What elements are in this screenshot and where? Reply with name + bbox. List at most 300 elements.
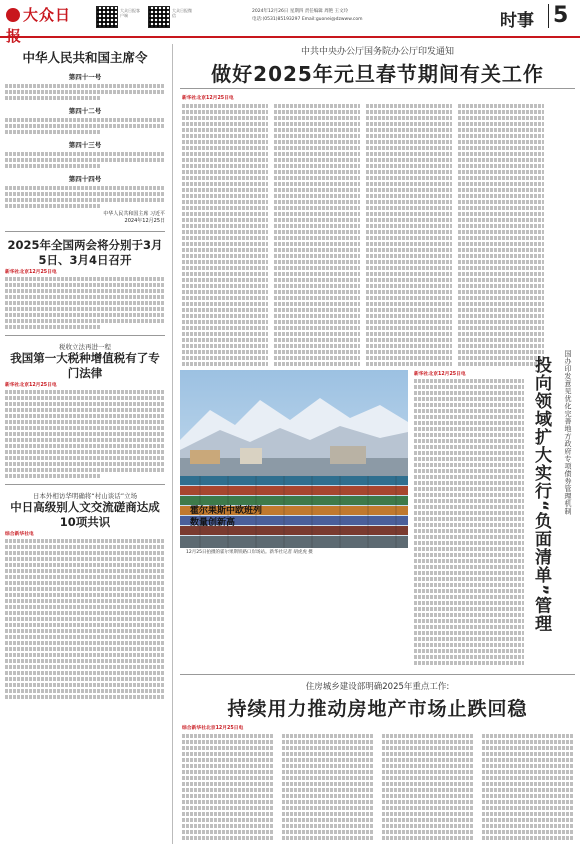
body-text	[5, 325, 101, 329]
body-text	[458, 152, 544, 156]
body-text	[458, 188, 544, 192]
body-text	[182, 770, 274, 774]
body-text	[366, 176, 452, 180]
body-text	[282, 764, 374, 768]
vertical-byline: 新华社北京12月25日电	[414, 372, 466, 377]
bottom-body-col-4	[482, 732, 574, 842]
body-text	[282, 776, 374, 780]
body-text	[274, 236, 360, 240]
order-number: 第四十四号	[68, 175, 102, 183]
body-text	[274, 212, 360, 216]
body-text	[414, 559, 524, 563]
body-text	[414, 499, 524, 503]
body-text	[458, 230, 544, 234]
body-text	[274, 176, 360, 180]
body-text	[414, 409, 524, 413]
body-text	[182, 128, 268, 132]
body-text	[414, 625, 524, 629]
body-text	[182, 230, 268, 234]
body-text	[5, 158, 165, 162]
body-text	[274, 230, 360, 234]
body-text	[5, 641, 165, 645]
qr-label-right: 大众日报微信	[172, 8, 192, 18]
top-body-col-4	[458, 102, 544, 368]
body-text	[182, 152, 268, 156]
body-text	[482, 746, 574, 750]
body-text	[382, 794, 474, 798]
order-number: 第四十二号	[68, 107, 102, 115]
body-text	[182, 752, 274, 756]
body-text	[5, 192, 165, 196]
body-text	[5, 164, 101, 168]
body-text	[274, 344, 360, 348]
body-text	[274, 218, 360, 222]
body-text	[382, 800, 474, 804]
body-text	[5, 396, 165, 400]
body-text	[5, 695, 165, 699]
body-text	[482, 734, 574, 738]
body-text	[274, 146, 360, 150]
body-text	[274, 104, 360, 108]
body-text	[282, 788, 374, 792]
bottom-kicker: 住房城乡建设部明确2025年重点工作:	[305, 682, 450, 692]
body-text	[182, 788, 274, 792]
body-text	[414, 505, 524, 509]
body-text	[366, 254, 452, 258]
story3-kicker: 日本外相访华明确将“村山谈话”立场	[32, 492, 138, 500]
body-text	[458, 320, 544, 324]
body-text	[5, 683, 165, 687]
body-text	[282, 758, 374, 762]
body-text	[5, 319, 165, 323]
body-text	[458, 272, 544, 276]
body-text	[182, 806, 274, 810]
body-text	[382, 830, 474, 834]
body-text	[482, 776, 574, 780]
body-text	[414, 529, 524, 533]
vertical-story-body	[414, 370, 524, 667]
body-text	[458, 338, 544, 342]
body-text	[414, 607, 524, 611]
body-text	[5, 289, 165, 293]
body-text	[458, 164, 544, 168]
body-text	[366, 188, 452, 192]
body-text	[182, 176, 268, 180]
body-text	[458, 218, 544, 222]
body-text	[282, 830, 374, 834]
body-text	[5, 611, 165, 615]
body-text	[5, 438, 165, 442]
qr-code-icon	[96, 6, 118, 28]
story1-title: 2025年全国两会将分别于3月5日、3月4日召开	[7, 238, 163, 267]
body-text	[5, 198, 165, 202]
vertical-kicker: 国办印发意见优化完善地方政府专项债券管理机制	[564, 350, 572, 515]
body-text	[458, 104, 544, 108]
body-text	[414, 475, 524, 479]
body-text	[274, 338, 360, 342]
body-text	[482, 812, 574, 816]
body-text	[274, 356, 360, 360]
body-text	[414, 427, 524, 431]
body-text	[414, 463, 524, 467]
body-text	[274, 350, 360, 354]
body-text	[274, 314, 360, 318]
body-text	[414, 661, 524, 665]
body-text	[366, 104, 452, 108]
body-text	[182, 200, 268, 204]
body-text	[5, 432, 165, 436]
body-text	[282, 782, 374, 786]
body-text	[182, 206, 268, 210]
section-name: 时事	[500, 11, 534, 31]
body-text	[5, 539, 165, 543]
body-text	[414, 643, 524, 647]
body-text	[182, 836, 274, 840]
body-text	[282, 812, 374, 816]
body-text	[382, 782, 474, 786]
body-text	[414, 535, 524, 539]
body-text	[382, 758, 474, 762]
body-text	[282, 794, 374, 798]
body-text	[458, 110, 544, 114]
body-text	[182, 296, 268, 300]
body-text	[274, 290, 360, 294]
body-text	[5, 623, 165, 627]
body-text	[182, 344, 268, 348]
body-text	[414, 631, 524, 635]
body-text	[458, 122, 544, 126]
body-text	[414, 583, 524, 587]
body-text	[414, 487, 524, 491]
body-text	[282, 734, 374, 738]
body-text	[458, 326, 544, 330]
body-text	[366, 296, 452, 300]
body-text	[414, 613, 524, 617]
body-text	[458, 314, 544, 318]
body-text	[274, 308, 360, 312]
body-text	[414, 565, 524, 569]
body-text	[458, 194, 544, 198]
body-text	[182, 278, 268, 282]
body-text	[366, 182, 452, 186]
body-text	[382, 812, 474, 816]
body-text	[414, 547, 524, 551]
body-text	[414, 523, 524, 527]
divider	[180, 88, 575, 89]
body-text	[182, 302, 268, 306]
body-text	[182, 782, 274, 786]
bottom-body-col-2	[282, 732, 374, 842]
body-text	[414, 637, 524, 641]
body-text	[5, 420, 165, 424]
body-text	[458, 248, 544, 252]
body-text	[366, 320, 452, 324]
body-text	[274, 272, 360, 276]
body-text	[182, 332, 268, 336]
body-text	[282, 806, 374, 810]
body-text	[182, 776, 274, 780]
body-text	[458, 260, 544, 264]
body-text	[274, 182, 360, 186]
qr-label-left: 大众日报客户端	[120, 8, 140, 18]
body-text	[182, 224, 268, 228]
body-text	[5, 647, 165, 651]
body-text	[458, 296, 544, 300]
column-divider	[172, 44, 173, 844]
body-text	[282, 770, 374, 774]
body-text	[458, 140, 544, 144]
body-text	[182, 320, 268, 324]
body-text	[182, 248, 268, 252]
body-text	[182, 284, 268, 288]
body-text	[274, 320, 360, 324]
body-text	[182, 122, 268, 126]
body-text	[182, 158, 268, 162]
body-text	[182, 272, 268, 276]
body-text	[182, 734, 274, 738]
body-text	[182, 338, 268, 342]
body-text	[414, 595, 524, 599]
body-text	[182, 812, 274, 816]
body-text	[182, 818, 274, 822]
body-text	[366, 236, 452, 240]
body-text	[274, 302, 360, 306]
body-text	[458, 182, 544, 186]
body-text	[5, 575, 165, 579]
body-text	[382, 770, 474, 774]
body-text	[5, 563, 165, 567]
body-text	[5, 593, 165, 597]
body-text	[366, 212, 452, 216]
body-text	[366, 170, 452, 174]
body-text	[274, 152, 360, 156]
body-text	[5, 283, 165, 287]
body-text	[414, 469, 524, 473]
body-text	[458, 134, 544, 138]
story2-byline: 新华社北京12月25日电	[5, 383, 57, 388]
body-text	[182, 254, 268, 258]
body-text	[5, 605, 165, 609]
body-text	[182, 140, 268, 144]
body-text	[182, 182, 268, 186]
body-text	[274, 170, 360, 174]
body-text	[182, 326, 268, 330]
body-text	[274, 188, 360, 192]
body-text	[274, 140, 360, 144]
body-text	[382, 818, 474, 822]
body-text	[414, 385, 524, 389]
body-text	[5, 84, 165, 88]
bottom-body-col-1	[182, 732, 274, 842]
body-text	[382, 836, 474, 840]
body-text	[182, 212, 268, 216]
top-byline: 新华社北京12月25日电	[182, 96, 234, 101]
body-text	[382, 764, 474, 768]
body-text	[5, 301, 165, 305]
body-text	[414, 553, 524, 557]
body-text	[458, 200, 544, 204]
body-text	[5, 130, 101, 134]
body-text	[5, 599, 165, 603]
top-body-col-3	[366, 102, 452, 368]
body-text	[274, 194, 360, 198]
body-text	[5, 96, 101, 100]
page-number: 5	[548, 4, 568, 28]
body-text	[366, 140, 452, 144]
body-text	[482, 764, 574, 768]
top-headline: 做好2025年元旦春节期间有关工作	[211, 62, 544, 86]
body-text	[482, 800, 574, 804]
body-text	[458, 284, 544, 288]
body-text	[274, 200, 360, 204]
body-text	[414, 493, 524, 497]
body-text	[182, 764, 274, 768]
decree-title: 中华人民共和国主席令	[22, 50, 148, 65]
body-text	[366, 260, 452, 264]
qr-code-icon	[148, 6, 170, 28]
body-text	[414, 571, 524, 575]
body-text	[182, 740, 274, 744]
body-text	[5, 408, 165, 412]
body-text	[182, 266, 268, 270]
body-text	[274, 296, 360, 300]
body-text	[5, 118, 165, 122]
body-text	[366, 344, 452, 348]
order-number: 第四十三号	[68, 141, 102, 149]
body-text	[366, 146, 452, 150]
body-text	[282, 824, 374, 828]
body-text	[414, 421, 524, 425]
body-text	[5, 557, 165, 561]
body-text	[366, 332, 452, 336]
top-body-col-1	[182, 102, 268, 368]
issue-info	[252, 8, 492, 24]
body-text	[366, 290, 452, 294]
bottom-byline: 综合新华社北京12月25日电	[182, 726, 244, 731]
divider	[5, 484, 165, 485]
body-text	[182, 194, 268, 198]
body-text	[458, 242, 544, 246]
body-text	[458, 146, 544, 150]
body-text	[482, 830, 574, 834]
body-text	[182, 236, 268, 240]
body-text	[482, 836, 574, 840]
signature: 中华人民共和国主席 习近平 2024年12月25日	[103, 211, 165, 224]
body-text	[182, 170, 268, 174]
body-text	[274, 266, 360, 270]
story2-title: 我国第一大税种增值税有了专门法律	[10, 351, 160, 380]
body-text	[458, 278, 544, 282]
left-column	[5, 44, 165, 701]
body-text	[5, 277, 165, 281]
body-text	[182, 164, 268, 168]
divider	[5, 231, 165, 232]
top-kicker: 中共中央办公厅国务院办公厅印发通知	[300, 47, 454, 57]
body-text	[482, 806, 574, 810]
logo-mark-icon	[6, 8, 20, 22]
body-text	[182, 188, 268, 192]
body-text	[458, 302, 544, 306]
body-text	[366, 128, 452, 132]
body-text	[366, 284, 452, 288]
body-text	[414, 451, 524, 455]
body-text	[414, 589, 524, 593]
body-text	[458, 344, 544, 348]
body-text	[5, 677, 165, 681]
body-text	[5, 450, 165, 454]
body-text	[414, 511, 524, 515]
body-text	[458, 266, 544, 270]
body-text	[482, 782, 574, 786]
contact-line: 电话:(0531)85193297 Email:guonei@dzwww.com	[252, 17, 363, 22]
body-text	[274, 122, 360, 126]
body-text	[5, 671, 165, 675]
body-text	[274, 260, 360, 264]
body-text	[5, 617, 165, 621]
body-text	[458, 170, 544, 174]
photo-caption: 12月25日拍摄的霍尔果斯铁路口岸场站。新华社记者 胡虎虎 摄	[186, 550, 313, 555]
story1-byline: 新华社北京12月25日电	[5, 270, 57, 275]
body-text	[5, 402, 165, 406]
body-text	[274, 242, 360, 246]
body-text	[182, 824, 274, 828]
body-text	[182, 830, 274, 834]
body-text	[414, 457, 524, 461]
body-text	[5, 313, 165, 317]
body-text	[274, 110, 360, 114]
divider	[5, 335, 165, 336]
body-text	[366, 164, 452, 168]
body-text	[5, 474, 101, 478]
body-text	[366, 350, 452, 354]
body-text	[5, 689, 165, 693]
body-text	[414, 517, 524, 521]
body-text	[366, 314, 452, 318]
body-text	[5, 665, 165, 669]
divider	[180, 674, 575, 675]
story2-kicker: 税收立法再进一程	[59, 343, 111, 351]
body-text	[182, 146, 268, 150]
body-text	[414, 415, 524, 419]
body-text	[382, 776, 474, 780]
body-text	[182, 116, 268, 120]
masthead	[0, 0, 580, 45]
body-text	[5, 307, 165, 311]
body-text	[366, 194, 452, 198]
body-text	[5, 569, 165, 573]
body-text	[5, 659, 165, 663]
body-text	[274, 326, 360, 330]
body-text	[414, 577, 524, 581]
top-body-col-2	[274, 102, 360, 368]
paper-name: 大众日报	[6, 6, 72, 45]
body-text	[182, 746, 274, 750]
body-text	[282, 836, 374, 840]
body-text	[414, 397, 524, 401]
body-text	[414, 379, 524, 383]
body-text	[366, 266, 452, 270]
body-text	[366, 230, 452, 234]
body-text	[274, 128, 360, 132]
body-text	[482, 788, 574, 792]
body-text	[5, 635, 165, 639]
body-text	[5, 90, 165, 94]
bottom-headline: 持续用力推动房地产市场止跌回稳	[227, 698, 528, 720]
body-text	[458, 206, 544, 210]
body-text	[5, 468, 165, 472]
photo-overlay-title: 霍尔果斯中欧班列数量创新高	[190, 506, 263, 528]
body-text	[458, 128, 544, 132]
